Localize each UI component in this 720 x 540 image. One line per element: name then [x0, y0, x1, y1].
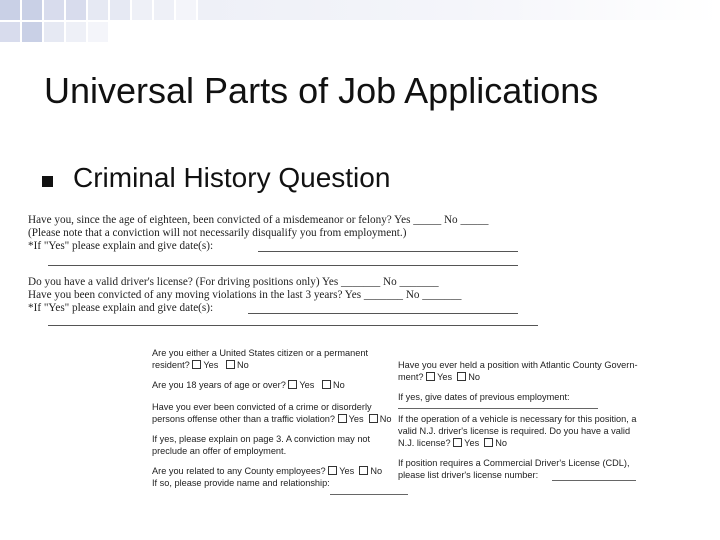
square-bullet-icon	[42, 176, 53, 187]
decorative-square	[0, 22, 20, 42]
form-rule	[552, 480, 636, 481]
form-line: Have you, since the age of eighteen, been convicted of a misdemeanor or felony? Yes _____ No _____	[28, 214, 489, 226]
form-line: ment? Yes No	[398, 372, 480, 382]
form-rule	[398, 408, 598, 409]
checkbox-icon	[484, 438, 493, 447]
form-rule	[48, 325, 538, 326]
checkbox-icon	[359, 466, 368, 475]
form-line: N.J. license? Yes No	[398, 438, 508, 448]
form-line: Are you either a United States citizen or a permanent	[152, 348, 369, 358]
form-rule	[48, 265, 518, 266]
form-line: Have you been convicted of any moving violations in the last 3 years? Yes _______ No _______	[28, 289, 462, 301]
form-line: *If "Yes" please explain and give date(s):	[28, 240, 214, 252]
form-line: valid N.J. driver's license is required. Do you have a valid	[398, 426, 631, 436]
checkbox-icon	[426, 372, 435, 381]
form-rule	[248, 313, 518, 314]
decorative-square	[66, 22, 86, 42]
form-line: please list driver's license number:	[398, 470, 539, 480]
checkbox-icon	[288, 380, 297, 389]
scanned-form-application-questions	[140, 342, 640, 502]
decorative-square	[44, 22, 64, 42]
checkbox-icon	[338, 414, 347, 423]
form-line: preclude an offer of employment.	[152, 446, 287, 456]
form-line: If yes, give dates of previous employment:	[398, 392, 570, 402]
form-line: *If "Yes" please explain and give date(s):	[28, 302, 214, 314]
form-line: Are you related to any County employees? Yes No	[152, 466, 383, 476]
decorative-strip	[198, 0, 720, 20]
decorative-squares-band	[0, 0, 720, 42]
form-line: If so, please provide name and relationship:	[152, 478, 330, 488]
form-line: persons offense other than a traffic violation? Yes No	[152, 414, 392, 424]
form-line: (Please note that a conviction will not necessarily disqualify you from employment.)	[28, 227, 407, 239]
decorative-square	[132, 0, 152, 20]
form-rule	[258, 251, 518, 252]
decorative-square	[176, 0, 196, 20]
form-line: resident? Yes No	[152, 360, 249, 370]
decorative-square	[66, 0, 86, 20]
form-line: Have you ever held a position with Atlantic County Govern-	[398, 360, 638, 370]
form-line: Have you ever been convicted of a crime or disorderly	[152, 402, 372, 412]
decorative-square	[110, 0, 130, 20]
form-line: Do you have a valid driver's license? (For driving positions only) Yes _______ No _______	[28, 276, 439, 288]
form-line: If the operation of a vehicle is necessary for this position, a	[398, 414, 637, 424]
decorative-square	[154, 0, 174, 20]
slide-title: Universal Parts of Job Applications	[44, 70, 599, 111]
decorative-square	[88, 0, 108, 20]
decorative-square	[0, 0, 20, 20]
checkbox-icon	[328, 466, 337, 475]
checkbox-icon	[453, 438, 462, 447]
checkbox-icon	[192, 360, 201, 369]
form-line: If yes, please explain on page 3. A conviction may not	[152, 434, 371, 444]
checkbox-icon	[322, 380, 331, 389]
checkbox-icon	[369, 414, 378, 423]
decorative-square	[44, 0, 64, 20]
form-line: Are you 18 years of age or over? Yes No	[152, 380, 345, 390]
checkbox-icon	[226, 360, 235, 369]
checkbox-icon	[457, 372, 466, 381]
decorative-square	[88, 22, 108, 42]
scanned-form-criminal-history	[28, 210, 558, 330]
bullet-text: Criminal History Question	[73, 162, 391, 193]
form-line: If position requires a Commercial Driver's License (CDL),	[398, 458, 630, 468]
decorative-square	[22, 22, 42, 42]
decorative-square	[22, 0, 42, 20]
form-rule	[330, 494, 408, 495]
